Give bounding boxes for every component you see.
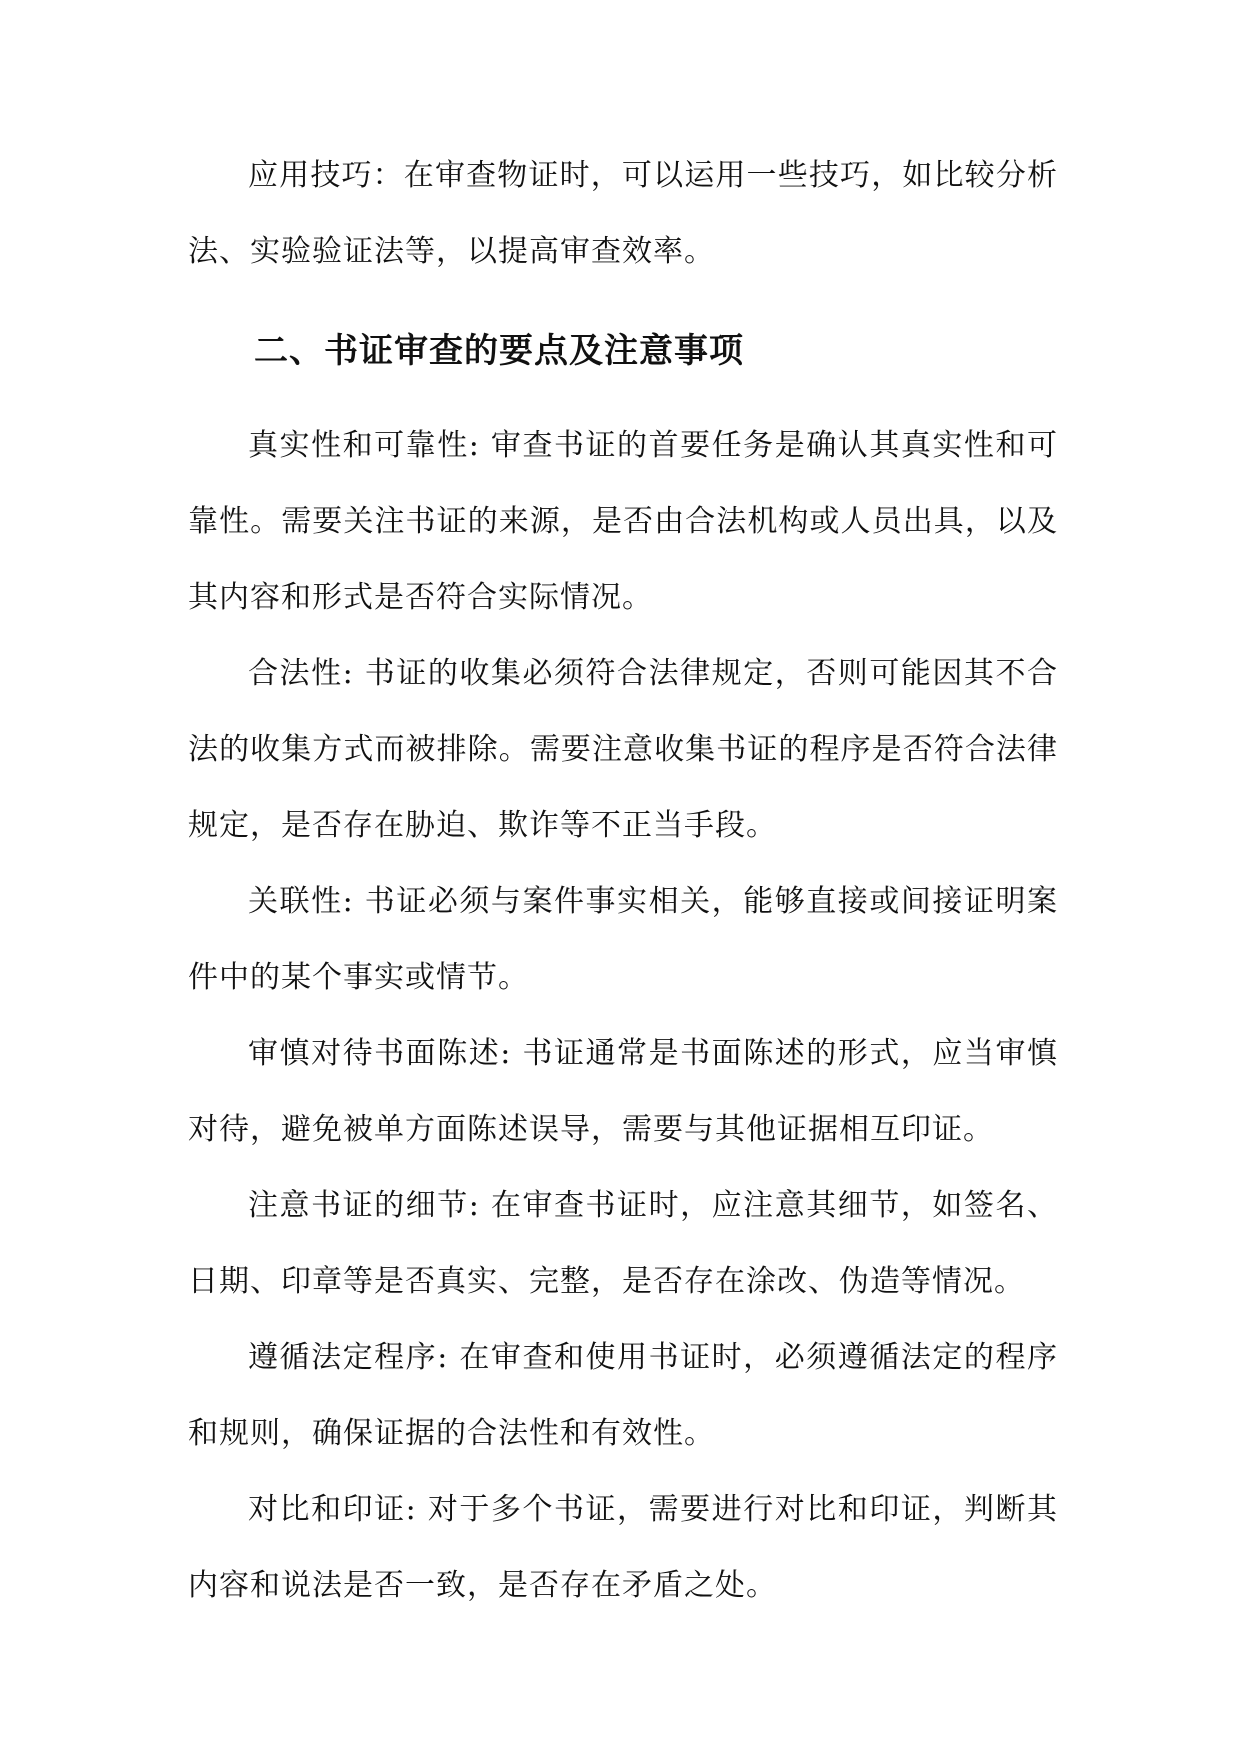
paragraph-text: 书证的收集必须符合法律规定，否则可能因其不合法的收集方式而被排除。需要注意收集书证的程序是否符合法律规定，是否存在胁迫、欺诈等不正当手段。 — [188, 656, 1058, 843]
paragraph-label: 注意书证的细节: — [248, 1188, 480, 1223]
section-heading: 二、书证审查的要点及注意事项 — [254, 331, 744, 371]
intro-paragraph: 应用技巧：在审查物证时，可以运用一些技巧，如比较分析法、实验验证法等，以提高审查效率。 — [188, 158, 1058, 269]
paragraph-text: 书证通常是书面陈述的形式，应当审慎对待，避免被单方面陈述误导，需要与其他证据相互印证。 — [188, 1036, 1059, 1147]
paragraph-authenticity — [188, 408, 1058, 636]
paragraph-procedure — [188, 1320, 1058, 1472]
paragraph-label: 关联性: — [248, 884, 354, 919]
paragraph-label: 合法性: — [248, 656, 354, 691]
paragraph-text: 在审查和使用书证时，必须遵循法定的程序和规则，确保证据的合法性和有效性。 — [188, 1340, 1058, 1451]
paragraph-label: 审慎对待书面陈述: — [248, 1036, 512, 1071]
paragraph-label: 真实性和可靠性: — [248, 428, 480, 463]
paragraph-details — [188, 1168, 1058, 1320]
paragraph-label: 对比和印证: — [248, 1492, 417, 1527]
paragraph-legality — [188, 636, 1058, 864]
paragraph-text: 在审查书证时，应注意其细节，如签名、日期、印章等是否真实、完整，是否存在涂改、伪造等情况。 — [188, 1188, 1058, 1299]
paragraph-comparison — [188, 1472, 1058, 1624]
paragraph-text: 书证必须与案件事实相关，能够直接或间接证明案件中的某个事实或情节。 — [188, 884, 1058, 995]
paragraph-written-statements — [188, 1016, 1058, 1168]
paragraph-text: 对于多个书证，需要进行对比和印证，判断其内容和说法是否一致，是否存在矛盾之处。 — [188, 1492, 1058, 1603]
paragraph-text: 审查书证的首要任务是确认其真实性和可靠性。需要关注书证的来源，是否由合法机构或人员出具，以及其内容和形式是否符合实际情况。 — [188, 428, 1058, 615]
paragraph-relevance — [188, 864, 1058, 1016]
document-body — [188, 138, 1058, 1624]
paragraph-label: 遵循法定程序: — [248, 1340, 449, 1375]
